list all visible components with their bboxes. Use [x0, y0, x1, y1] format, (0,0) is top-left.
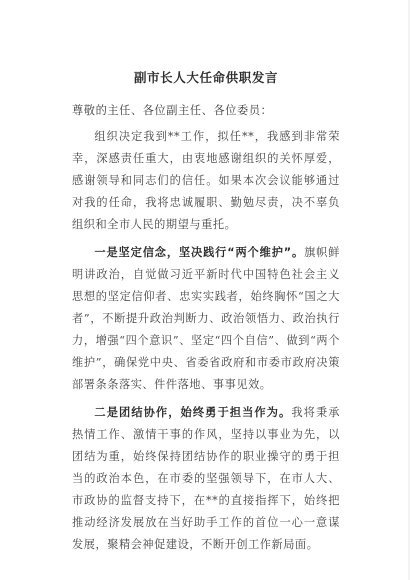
paragraph-intro [72, 126, 340, 236]
paragraph-lead: 一是坚定信念，坚决践行“两个维护”。 [94, 246, 305, 259]
paragraph-text: 组织决定我到**工作，拟任**，我感到非常荣幸，深感责任重大，由衷地感谢组织的关怀厚爱，感谢领导和同志们的信任。如果本次会议能够通过对我的任命，我将忠诚履职、勤勉尽责，决不辜负组织和全市人民的期望与重托。 [72, 130, 340, 231]
document-title: 副市长人大任命供职发言 [133, 70, 279, 85]
salutation: 尊敬的主任、各位副主任、各位委员： [72, 104, 273, 117]
paragraph-text: 我将秉承热情工作、激情干事的作风，坚持以事业为先，以团结为重，始终保持团结协作的职业操守的勇于担当的政治本色，在市委的坚强领导下，在市人大、市政协的监督支持下，在**的直接指挥下，始终把推动经济发展放在当好助手工作的首位一心一意谋发展，聚精会神促建设，不断开创工作新局面。 [72, 406, 340, 551]
paragraph-lead: 二是团结协作，始终勇于担当作为。 [94, 406, 292, 419]
paragraph-text: 旗帜鲜明讲政治，自觉做习近平新时代中国特色社会主义思想的坚定信仰者、忠实实践者，始终胸怀“国之大者”，不断提升政治判断力、政治领悟力、政治执行力，增强“四个意识”、坚定“四个自信”、做到“两个维护”，确保党中央、省委省政府和市委市政府决策部署条条落实、件件落地、事事见效。 [72, 246, 341, 391]
paragraph-point-two [72, 402, 340, 556]
paragraph-point-one [72, 242, 340, 396]
